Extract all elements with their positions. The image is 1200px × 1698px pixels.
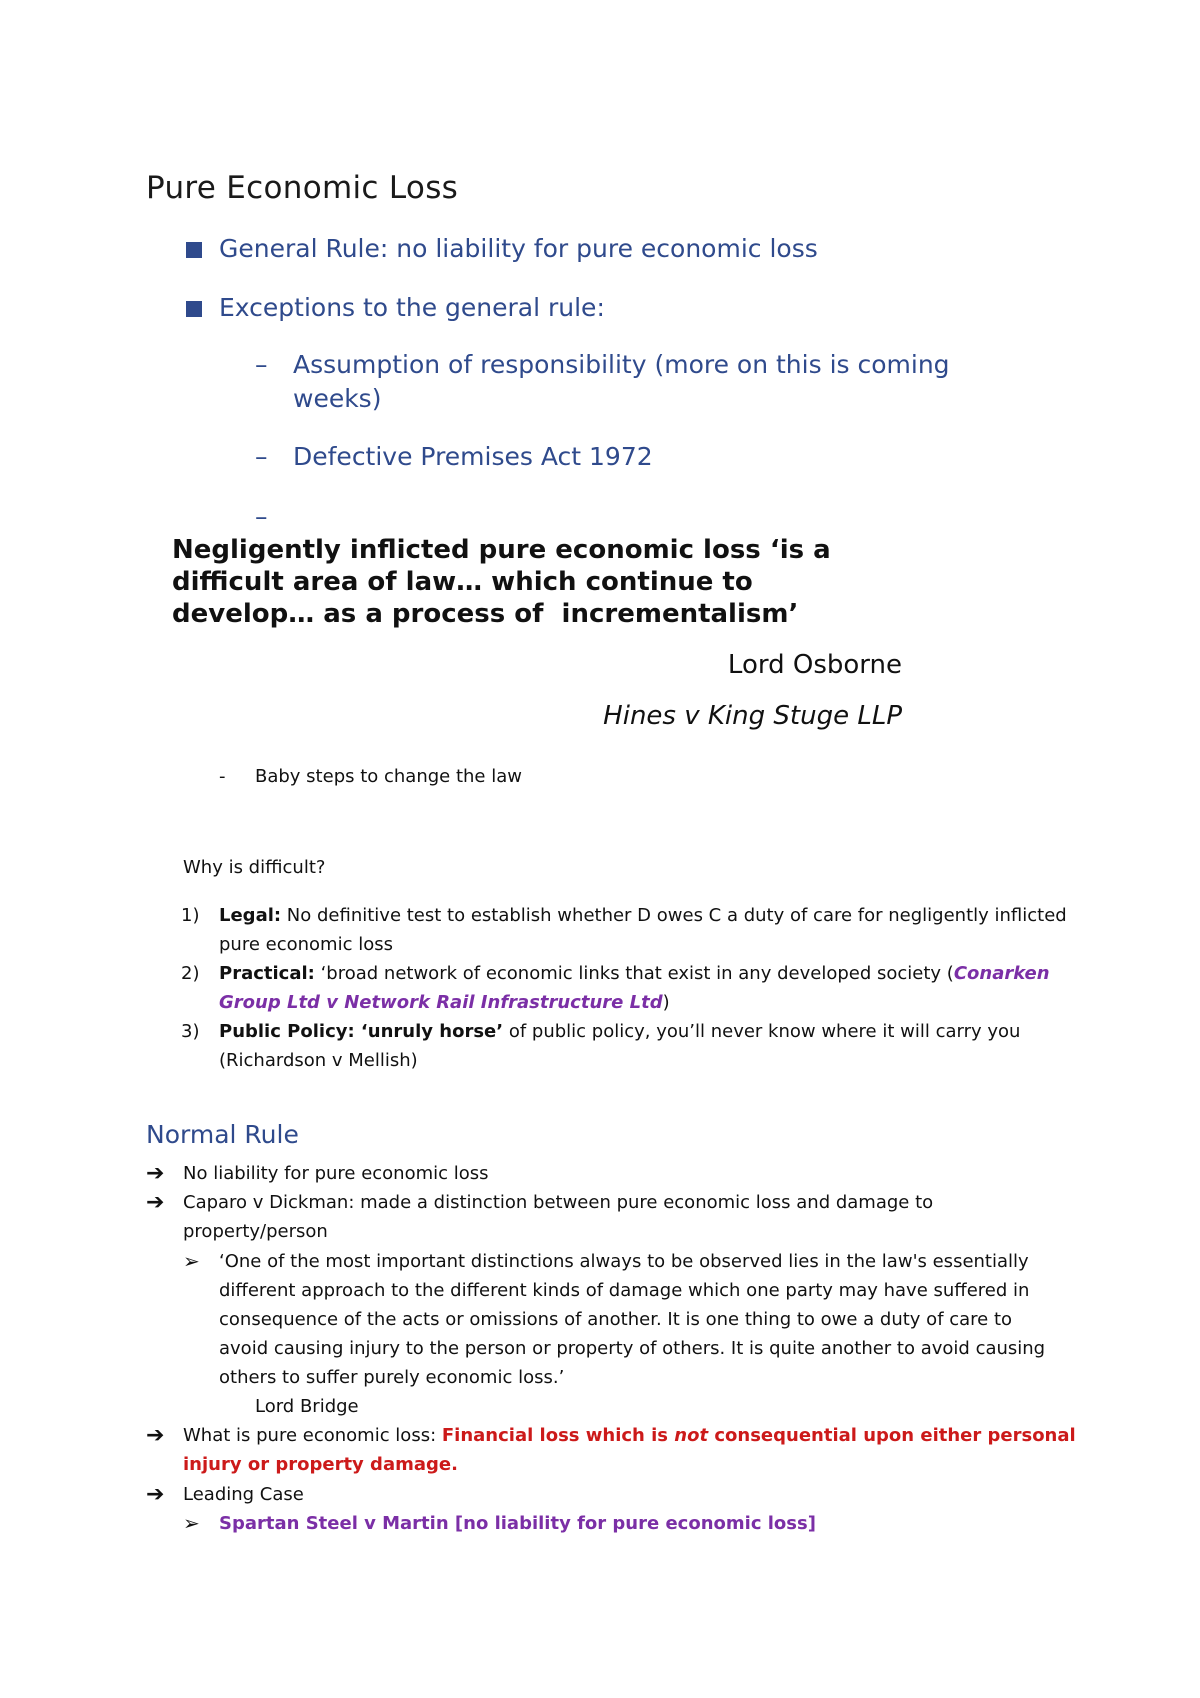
sub-bullet-assumption-line2: weeks)	[293, 384, 382, 413]
quote-line-3: develop… as a process of incrementalism’	[172, 599, 799, 629]
section-heading-normal-rule: Normal Rule	[146, 1120, 299, 1149]
legal-text: No definitive test to establish whether D owes C a duty of care for negligently inflicted	[281, 905, 1067, 926]
quote-attribution-name: Lord Osborne	[727, 650, 902, 680]
normal-rule-item-2-line1: Caparo v Dickman: made a distinction between pure economic loss and damage to	[183, 1192, 934, 1213]
item3-red-1: Financial loss which is	[441, 1425, 675, 1446]
normal-rule-item-2-line2: property/person	[183, 1221, 328, 1242]
bridge-quote-attribution: Lord Bridge	[255, 1396, 359, 1417]
list-item-practical-line2	[219, 988, 670, 1017]
bridge-quote-line-4: avoid causing injury to the person or property of others. It is quite another to avoid causing	[219, 1338, 1046, 1359]
dash-icon: -	[219, 766, 226, 787]
sub-bullet-assumption-line1: Assumption of responsibility (more on this is coming	[293, 350, 950, 379]
item3-prefix: What is pure economic loss:	[183, 1425, 442, 1446]
quote-line-1: Negligently inflicted pure economic loss ‘is a	[172, 535, 831, 565]
note-baby-steps: Baby steps to change the law	[255, 766, 522, 787]
bridge-quote-line-1: ‘One of the most important distinctions always to be observed lies in the law's essentially	[219, 1251, 1029, 1272]
bridge-quote-line-5: others to suffer purely economic loss.’	[219, 1367, 565, 1388]
normal-rule-item-3-line2: injury or property damage.	[183, 1454, 458, 1475]
normal-rule-item-4: Leading Case	[183, 1484, 304, 1505]
list-number: 3)	[181, 1021, 200, 1042]
case-name-conarken: Conarken	[953, 963, 1050, 984]
case-name-network-rail: Group Ltd v Network Rail Infrastructure Ltd	[219, 992, 663, 1013]
bridge-quote-line-2: different approach to the different kinds of damage which one party may have suffered in	[219, 1280, 1030, 1301]
bullet-general-rule: General Rule: no liability for pure economic loss	[219, 234, 818, 263]
why-difficult: Why is difficult?	[183, 857, 326, 878]
chevron-right-icon: ➢	[183, 1249, 200, 1273]
list-item-public-policy-line2: (Richardson v Mellish)	[219, 1050, 418, 1071]
list-item-legal	[219, 901, 1067, 930]
list-number: 1)	[181, 905, 200, 926]
item3-red-2: consequential upon either personal	[708, 1425, 1076, 1446]
label-public-policy: Public Policy: ‘unruly horse’	[219, 1021, 504, 1042]
list-number: 2)	[181, 963, 200, 984]
label-legal: Legal:	[219, 905, 282, 926]
square-bullet-icon	[186, 242, 202, 258]
normal-rule-item-1: No liability for pure economic loss	[183, 1163, 489, 1184]
list-item-legal-line2: pure economic loss	[219, 934, 393, 955]
sub-bullet-defective-premises: Defective Premises Act 1972	[293, 442, 653, 471]
arrow-right-icon: ➔	[146, 1482, 165, 1507]
arrow-right-icon: ➔	[146, 1190, 165, 1215]
arrow-right-icon: ➔	[146, 1423, 165, 1448]
item3-red-italic: not	[674, 1425, 709, 1446]
bridge-quote-line-3: consequence of the acts or omissions of another. It is one thing to owe a duty of care to	[219, 1309, 1013, 1330]
leading-case-spartan-steel: Spartan Steel v Martin [no liability for pure economic loss]	[219, 1513, 816, 1534]
practical-text: ‘broad network of economic links that exist in any developed society (	[314, 963, 954, 984]
label-practical: Practical:	[219, 963, 315, 984]
square-bullet-icon	[186, 301, 202, 317]
quote-line-2: difficult area of law… which continue to	[172, 567, 753, 597]
arrow-right-icon: ➔	[146, 1161, 165, 1186]
public-policy-text: of public policy, you’ll never know where it will carry you	[503, 1021, 1021, 1042]
page-title: Pure Economic Loss	[146, 170, 459, 206]
bullet-exceptions: Exceptions to the general rule:	[219, 293, 605, 322]
chevron-right-icon: ➢	[183, 1511, 200, 1535]
quote-attribution-case: Hines v King Stuge LLP	[603, 701, 902, 731]
normal-rule-item-3	[183, 1421, 1076, 1450]
dash-bullet-icon: –	[255, 350, 268, 379]
closing-paren: )	[662, 992, 670, 1013]
dash-bullet-icon: –	[255, 442, 268, 471]
list-item-public-policy	[219, 1017, 1020, 1046]
list-item-practical	[219, 959, 1050, 988]
dash-bullet-icon: –	[255, 502, 268, 531]
